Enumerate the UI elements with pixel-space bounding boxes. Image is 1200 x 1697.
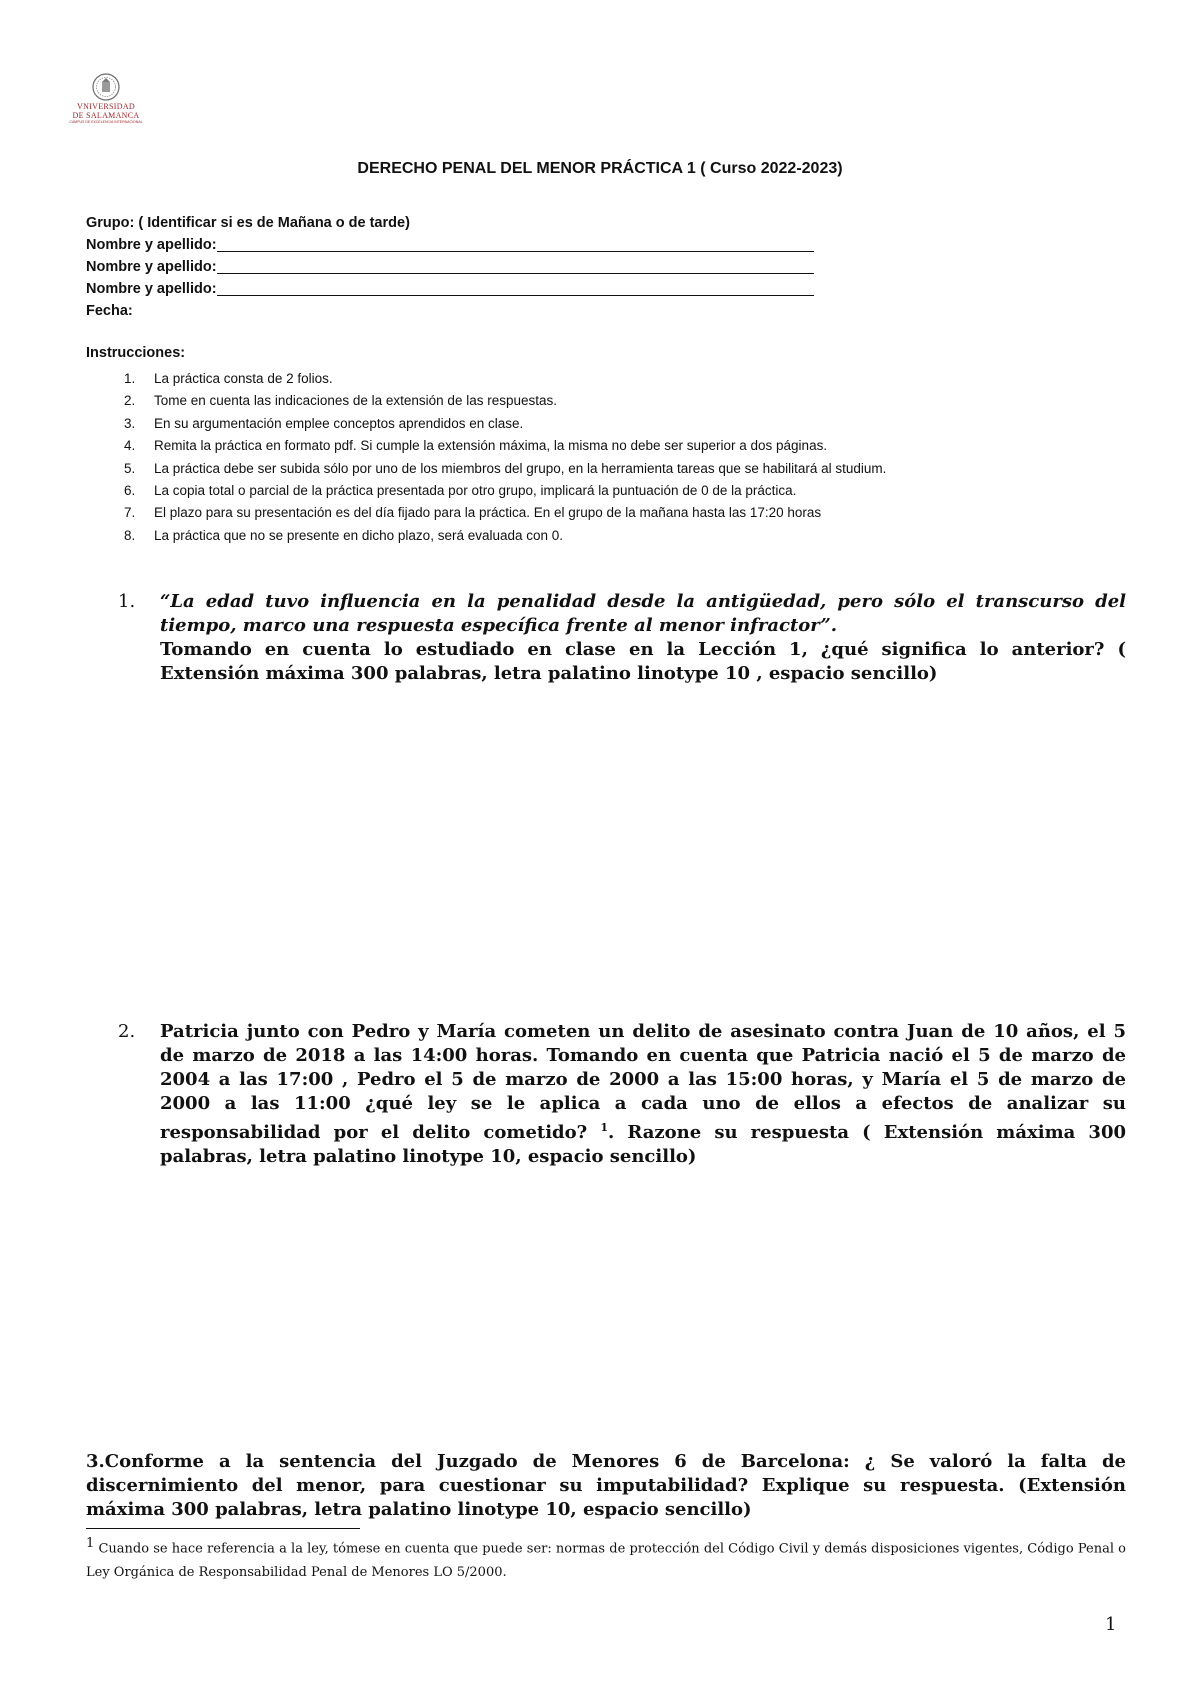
list-item: 3. En su argumentación emplee conceptos aprendidos en clase. — [124, 415, 524, 431]
list-item: 6. La copia total o parcial de la práctica presentada por otro grupo, implicará la puntuación de 0 de la práctica. — [124, 482, 797, 498]
name-field-3[interactable] — [86, 278, 814, 300]
footnote — [86, 1532, 1126, 1585]
header-fields — [86, 212, 814, 322]
name-underline — [217, 280, 814, 296]
footnote-mark: 1 — [86, 1536, 95, 1551]
name-label: Nombre y apellido: — [86, 237, 217, 253]
university-seal-icon — [91, 72, 121, 102]
question-2 — [118, 1020, 1126, 1169]
question-3: 3.Conforme a la sentencia del Juzgado de Menores 6 de Barcelona: ¿ Se valoró la falta de discernimiento del menor, para cuestionar su imputabilidad? Explique su respuesta. (Extensión máxima 300 palabras, letra palatino linotype 10, espacio sencillo) — [86, 1451, 1126, 1520]
university-logo — [66, 72, 146, 134]
logo-line-2: DE SALAMANCA — [72, 111, 140, 120]
name-underline — [217, 236, 814, 252]
list-item: 4. Remita la práctica en formato pdf. Si cumple la extensión máxima, la misma no debe ser superior a dos páginas. — [124, 438, 828, 454]
list-item: 1. La práctica consta de 2 folios. — [124, 371, 333, 386]
instructions-list — [86, 368, 886, 547]
question-1-text: Tomando en cuenta lo estudiado en clase en la Lección 1, ¿qué significa lo anterior? ( Extensión máxima 300 palabras, letra palatino linotype 10 , espacio sencillo) — [160, 639, 1126, 684]
list-item: 2. Tome en cuenta las indicaciones de la extensión de las respuestas. — [124, 393, 557, 409]
date-field: Fecha: — [86, 303, 133, 319]
name-label: Nombre y apellido: — [86, 259, 217, 275]
question-2-text-after: . Razone su respuesta ( Extensión máxima 300 palabras, letra palatino linotype 10, espacio sencillo) — [160, 1122, 1126, 1167]
question-1-quote: “La edad tuvo influencia en la penalidad desde la antigüedad, pero sólo el transcurso del tiempo, marco una respuesta específica frente al menor infractor”. — [160, 591, 1126, 636]
instructions-title: Instrucciones: — [86, 345, 186, 361]
name-label: Nombre y apellido: — [86, 281, 217, 297]
question-1 — [118, 590, 1126, 686]
document-title: DERECHO PENAL DEL MENOR PRÁCTICA 1 ( Curso 2022-2023) — [357, 160, 843, 177]
footnote-ref[interactable]: 1 — [600, 1121, 608, 1134]
name-underline — [217, 258, 814, 274]
list-item: 7. El plazo para su presentación es del día fijado para la práctica. En el grupo de la mañana hasta las 17:20 horas — [124, 505, 822, 521]
question-number: 2. — [118, 1021, 136, 1042]
footnote-separator — [86, 1528, 360, 1529]
list-item: 5. La práctica debe ser subida sólo por uno de los miembros del grupo, en la herramienta tareas que se habilitará al studium. — [124, 460, 887, 476]
list-item: 8. La práctica que no se presente en dicho plazo, será evaluada con 0. — [124, 527, 564, 543]
grupo-line: Grupo: ( Identificar si es de Mañana o de tarde) — [86, 215, 410, 231]
logo-line-1: VNIVERSIDAD — [77, 102, 135, 111]
name-field-1[interactable] — [86, 234, 814, 256]
page-number: 1 — [1105, 1614, 1117, 1635]
footnote-text: Cuando se hace referencia a la ley, tómese en cuenta que puede ser: normas de protección del Código Civil y demás disposiciones vigentes, Código Penal o Ley Orgánica de Responsabilidad Penal de Menores LO 5/2000. — [86, 1541, 1126, 1581]
name-field-2[interactable] — [86, 256, 814, 278]
question-2-text: Patricia junto con Pedro y María cometen un delito de asesinato contra Juan de 10 años, el 5 de marzo de 2018 a las 14:00 horas. Tomando en cuenta que Patricia nació el 5 de marzo de 2004 a las 17:00 , Pedro el 5 de marzo de 2000 a las 15:00 horas, y María el 5 de marzo de 2000 a las 11:00 ¿qué ley se le aplica a cada uno de ellos a efectos de analizar su responsabilidad por el delito cometido? — [160, 1021, 1126, 1143]
logo-line-3: CAMPUS DE EXCELENCIA INTERNACIONAL — [69, 120, 143, 124]
question-number: 1. — [118, 591, 136, 612]
